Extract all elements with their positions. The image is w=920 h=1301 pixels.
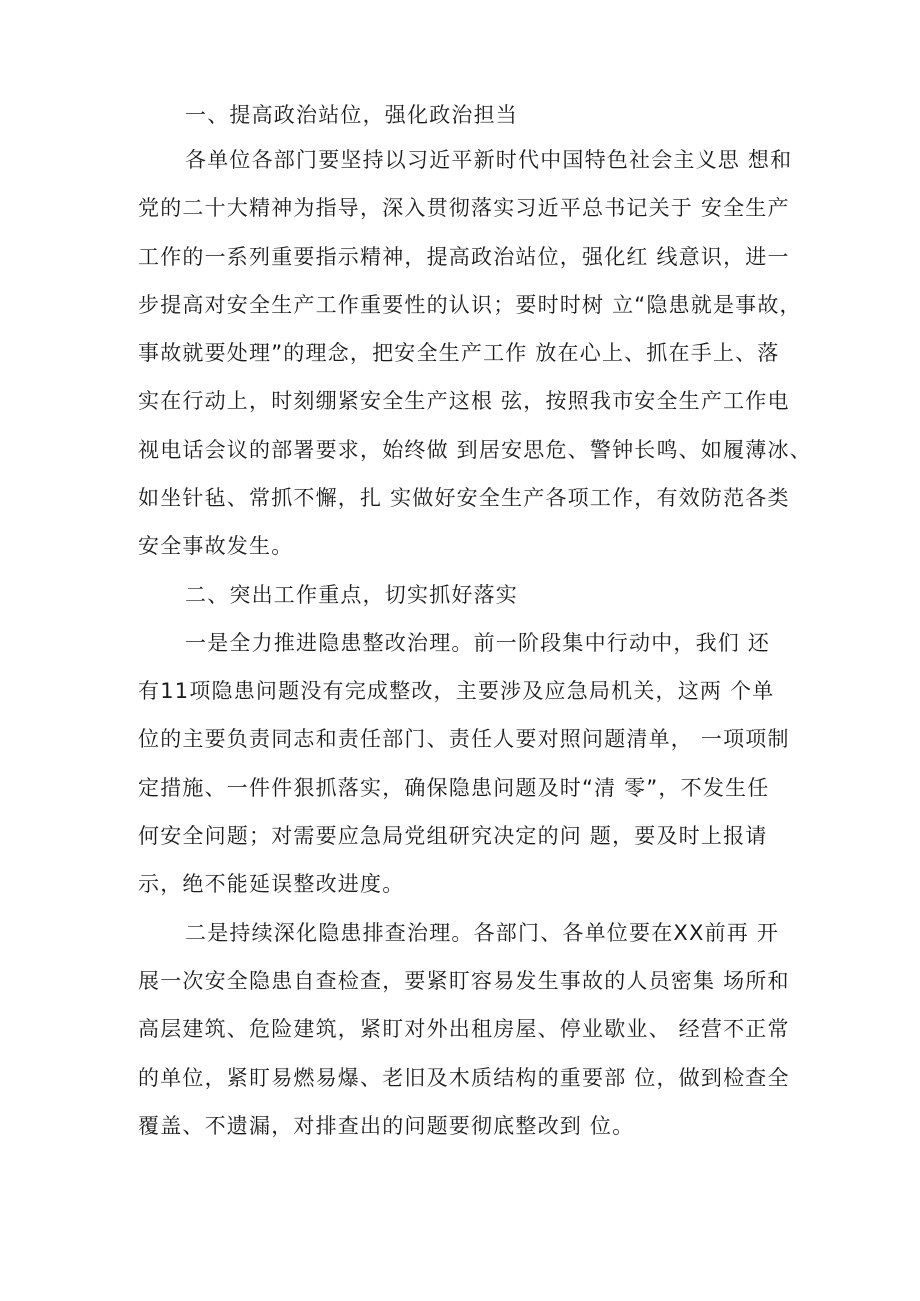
paragraph-line: 示，绝不能延误整改进度。 (138, 872, 405, 896)
paragraph-line: 覆盖、不遗漏，对排查出的问题要彻底整改到 位。 (138, 1114, 635, 1138)
paragraph-line: 实在行动上，时刻绷紧安全生产这根 弦，按照我市安全生产工作电 (138, 389, 790, 413)
paragraph-line: 定措施、一件件狠抓落实，确保隐患问题及时“清 零”，不发生任 (138, 776, 770, 800)
paragraph-line: 何安全问题；对需要应急局党组研究决定的问 题，要及时上报请 (138, 824, 768, 848)
paragraph-line: 党的二十大精神为指导，深入贯彻落实习近平总书记关于 安全生产 (138, 196, 790, 220)
paragraph-line: 高层建筑、危险建筑，紧盯对外出租房屋、停业歇业、 经营不正常 (138, 1017, 790, 1041)
section-2-heading: 二、突出工作重点，切实抓好落实 (185, 583, 518, 607)
paragraph-line: 展一次安全隐患自查检查，要紧盯容易发生事故的人员密集 场所和 (138, 969, 790, 993)
paragraph-line: 各单位各部门要坚持以习近平新时代中国特色社会主义思 想和 (185, 148, 793, 172)
paragraph-line: 事故就要处理”的理念，把安全生产工作 放在心上、抓在手上、落 (138, 341, 780, 365)
paragraph-line: 二是持续深化隐患排查治理。各部门、各单位要在XX前再 开 (185, 921, 780, 945)
paragraph-line: 如坐针毡、常抓不懈，扎 实做好安全生产各项工作，有效防范各类 (138, 486, 790, 510)
paragraph-line: 的单位，紧盯易燃易爆、老旧及木质结构的重要部 位，做到检查全 (138, 1066, 790, 1090)
paragraph-line: 视电话会议的部署要求，始终做 到居安思危、警钟长鸣、如履薄冰、 (138, 438, 812, 462)
paragraph-line: 工作的一系列重要指示精神，提高政治站位，强化红 线意识，进一 (138, 245, 790, 269)
paragraph-line: 位的主要负责同志和责任部门、责任人要对照问题清单， 一项项制 (138, 727, 790, 751)
paragraph-line: 步提高对安全生产工作重要性的认识；要时时树 立“隐患就是事故， (138, 293, 802, 317)
paragraph-line: 有11项隐患问题没有完成整改，主要涉及应急局机关，这两 个单 (138, 679, 775, 703)
paragraph-line: 一是全力推进隐患整改治理。前一阶段集中行动中，我们 还 (185, 631, 771, 655)
section-1-heading: 一、提高政治站位，强化政治担当 (185, 103, 518, 127)
paragraph-line: 安全事故发生。 (138, 534, 294, 558)
